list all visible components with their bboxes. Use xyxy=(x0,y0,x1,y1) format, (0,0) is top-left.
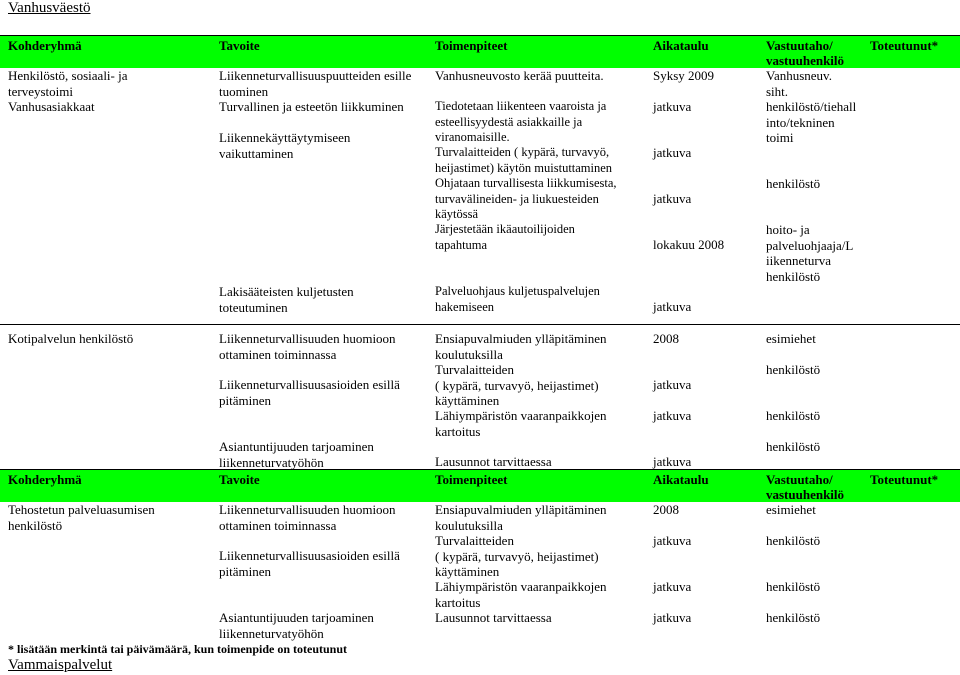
row3-action-2: Turvalaitteiden ( kypärä, turvavyö, heijastimet) käyttäminen xyxy=(435,362,599,408)
page-title: Vanhusväestö xyxy=(8,0,91,16)
row2-schedule-5: jatkuva xyxy=(653,299,692,314)
header-vastuuhenkilo: vastuuhenkilö xyxy=(766,53,845,68)
row4-action-3: Lähiympäristön vaaranpaikkojen kartoitus xyxy=(435,579,607,610)
row3-schedule-1: 2008 xyxy=(653,331,679,346)
row2-action-5: Palveluohjaus kuljetuspalvelujen hakemiseen xyxy=(435,284,600,314)
row1-action: Vanhusneuvosto kerää puutteita. xyxy=(435,68,604,83)
row2-action-3: Ohjataan turvallisesta liikkumisesta, turvavälineiden- ja liukuesteiden käytössä xyxy=(435,176,617,221)
row4-schedule-3: jatkuva xyxy=(653,579,692,594)
row2-schedule-1: jatkuva xyxy=(653,99,692,114)
row4-responsible-4: henkilöstö xyxy=(766,610,821,625)
header-toimenpiteet: Toimenpiteet xyxy=(435,38,508,53)
row4-responsible-1: esimiehet xyxy=(766,502,816,517)
row3-action-1: Ensiapuvalmiuden ylläpitäminen koulutuksilla xyxy=(435,331,607,362)
row3-schedule-4: jatkuva xyxy=(653,454,692,469)
row1-responsible: Vanhusneuv. siht. xyxy=(766,68,832,99)
header-vastuutaho: Vastuutaho/ xyxy=(766,472,833,487)
row2-goal-1: Turvallinen ja esteetön liikkuminen xyxy=(219,99,404,114)
header-aikataulu: Aikataulu xyxy=(653,38,709,53)
row4-responsible-2: henkilöstö xyxy=(766,533,821,548)
row2-responsible-1: henkilöstö/tiehall into/tekninen toimi xyxy=(766,99,857,145)
header-toteutunut: Toteutunut* xyxy=(870,472,939,487)
row4-responsible-3: henkilöstö xyxy=(766,579,821,594)
row2-schedule-3: jatkuva xyxy=(653,191,692,206)
row2-schedule-2: jatkuva xyxy=(653,145,692,160)
row3-responsible-1: esimiehet xyxy=(766,331,816,346)
header-tavoite: Tavoite xyxy=(219,38,260,53)
header-toimenpiteet: Toimenpiteet xyxy=(435,472,508,487)
row3-responsible-3: henkilöstö xyxy=(766,408,821,423)
row4-goal-1: Liikenneturvallisuuden huomioon ottaminen toiminnassa xyxy=(219,502,396,533)
row2-responsible-2: henkilöstö xyxy=(766,176,821,191)
row2-goal-2: Liikennekäyttäytymiseen vaikuttaminen xyxy=(219,130,351,161)
footnote: * lisätään merkintä tai päivämäärä, kun toimenpide on toteutunut xyxy=(8,642,348,656)
row3-group: Kotipalvelun henkilöstö xyxy=(8,331,134,346)
header-kohderyhma: Kohderyhmä xyxy=(8,472,82,487)
row4-schedule-1: 2008 xyxy=(653,502,679,517)
table-header xyxy=(0,36,960,68)
row1-goal: Liikenneturvallisuuspuutteiden esille tuominen xyxy=(219,68,412,99)
header-aikataulu: Aikataulu xyxy=(653,472,709,487)
row4-schedule-2: jatkuva xyxy=(653,533,692,548)
row2-action-2: Turvalaitteiden ( kypärä, turvavyö, heijastimet) käytön muistuttaminen xyxy=(435,145,613,175)
header-vastuutaho: Vastuutaho/ xyxy=(766,38,833,53)
row2-schedule-4: lokakuu 2008 xyxy=(653,237,725,252)
row4-goal-3: Asiantuntijuuden tarjoaminen liikenneturvatyöhön xyxy=(219,610,374,641)
header-vastuuhenkilo: vastuuhenkilö xyxy=(766,487,845,502)
row4-action-2: Turvalaitteiden ( kypärä, turvavyö, heijastimet) käyttäminen xyxy=(435,533,599,579)
row3-schedule-2: jatkuva xyxy=(653,377,692,392)
divider xyxy=(0,324,960,325)
row3-action-4: Lausunnot tarvittaessa xyxy=(435,454,552,469)
header-kohderyhma: Kohderyhmä xyxy=(8,38,82,53)
row1-schedule: Syksy 2009 xyxy=(653,68,715,83)
row3-responsible-2: henkilöstö xyxy=(766,362,821,377)
row2-action-1: Tiedotetaan liikenteen vaaroista ja esteellisyydestä asiakkaille ja viranomaisille. xyxy=(435,99,607,144)
row2-responsible-3: hoito- ja palveluohjaaja/L iikenneturva henkilöstö xyxy=(766,222,854,284)
row4-schedule-4: jatkuva xyxy=(653,610,692,625)
header-tavoite: Tavoite xyxy=(219,472,260,487)
row3-action-3: Lähiympäristön vaaranpaikkojen kartoitus xyxy=(435,408,607,439)
header-toteutunut: Toteutunut* xyxy=(870,38,939,53)
row2-action-4: Järjestetään ikäautoilijoiden tapahtuma xyxy=(435,222,575,252)
row4-goal-2: Liikenneturvallisuusasioiden esillä pitäminen xyxy=(219,548,400,579)
row2-group: Vanhusasiakkaat xyxy=(8,99,95,114)
row3-goal-2: Liikenneturvallisuusasioiden esillä pitäminen xyxy=(219,377,400,408)
row3-schedule-3: jatkuva xyxy=(653,408,692,423)
row4-action-1: Ensiapuvalmiuden ylläpitäminen koulutuksilla xyxy=(435,502,607,533)
row3-goal-3: Asiantuntijuuden tarjoaminen liikenneturvatyöhön xyxy=(219,439,374,470)
row2-goal-3: Lakisääteisten kuljetusten toteutuminen xyxy=(219,284,354,315)
row3-goal-1: Liikenneturvallisuuden huomioon ottaminen toiminnassa xyxy=(219,331,396,362)
row3-responsible-4: henkilöstö xyxy=(766,439,821,454)
table-header xyxy=(0,470,960,502)
row4-action-4: Lausunnot tarvittaessa xyxy=(435,610,552,625)
section-title-vammaispalvelut: Vammaispalvelut xyxy=(8,657,113,673)
row4-group: Tehostetun palveluasumisen henkilöstö xyxy=(8,502,155,533)
row1-group: Henkilöstö, sosiaali- ja terveystoimi xyxy=(8,68,128,99)
